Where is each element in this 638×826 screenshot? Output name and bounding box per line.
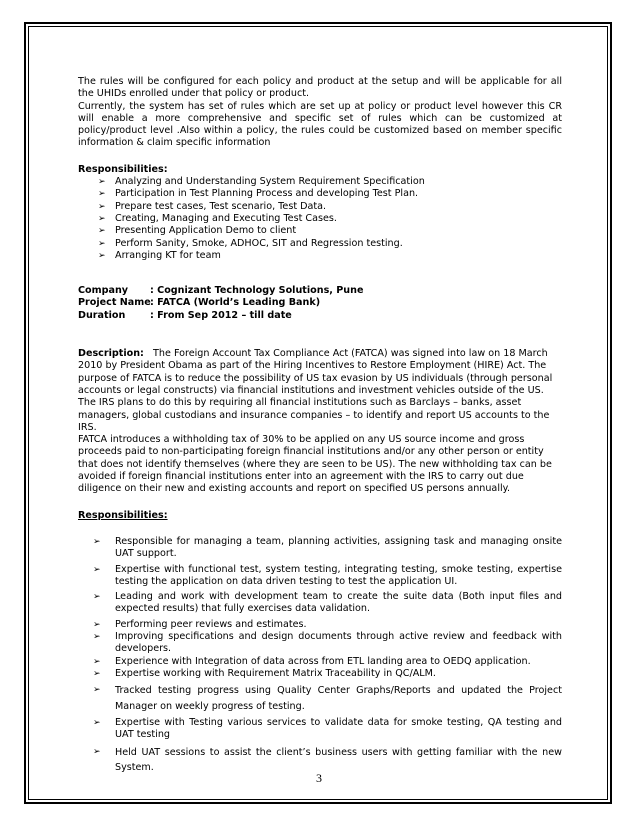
list-item: ➢ Arranging KT for team <box>78 250 562 262</box>
list-item: ➢ Responsible for managing a team, planning activities, assigning task and managing onsite UAT support. <box>78 536 562 561</box>
project-name-label: Project Name <box>78 297 151 309</box>
list-item: ➢ Creating, Managing and Executing Test Cases. <box>78 213 562 225</box>
company-value: : Cognizant Technology Solutions, Pune <box>150 285 364 297</box>
description-label: Description: <box>78 348 144 360</box>
list-item: ➢ Experience with Integration of data across from ETL landing area to OEDQ application. <box>78 656 562 668</box>
responsibilities-list-1 <box>78 176 562 262</box>
description-text: The Foreign Account Tax Compliance Act (FATCA) was signed into law on 18 March 2010 by President Obama as part of the Hiring Incentives to Restore Employment (HIRE) Act. The purpose of FATCA is to reduce the possibility of US tax evasion by US individuals (through personal accounts or legal constructs) via financial institutions and investment vehicles outside of the US. The IRS plans to do this by requiring all financial institutions such as Barclays – banks, asset managers, global custodians and insurance companies – to identify and report US accounts to the IRS. <box>78 348 553 433</box>
company-label: Company <box>78 285 129 297</box>
list-item: ➢ Performing peer reviews and estimates. <box>78 619 562 631</box>
list-item: ➢ Presenting Application Demo to client <box>78 225 562 237</box>
description-paragraph-2: FATCA introduces a withholding tax of 30% to be applied on any US source income and gross proceeds paid to non-participating foreign financial institutions and/or any other person or entity that does not identify themselves (where they are seen to be US). The new withholding tax can be avoided if foreign financial institutions enter into an agreement with the IRS to carry out due diligence on their new and existing accounts and report on specified US persons annually. <box>78 434 552 495</box>
project-info <box>78 285 562 322</box>
duration-value: : From Sep 2012 – till date <box>150 309 292 321</box>
list-item: ➢ Analyzing and Understanding System Requirement Specification <box>78 176 562 188</box>
list-item: ➢ Prepare test cases, Test scenario, Test Data. <box>78 201 562 213</box>
responsibilities-heading-2: Responsibilities: <box>78 509 168 521</box>
intro-paragraph-1: The rules will be configured for each policy and product at the setup and will be applicable for all the UHIDs enrolled under that policy or product. <box>78 76 562 100</box>
list-item: ➢ Expertise with functional test, system testing, integrating testing, smoke testing, expertise testing the application on data driven testing to test the application UI. <box>78 564 562 589</box>
list-item: ➢ Participation in Test Planning Process and developing Test Plan. <box>78 188 562 200</box>
intro-paragraph-2: Currently, the system has set of rules which are set up at policy or product level however this CR will enable a more comprehensive and specific set of rules which can be customized at policy/product level .Also within a policy, the rules could be customized based on member specific information & claim specific information <box>78 100 562 149</box>
list-item: ➢ Expertise working with Requirement Matrix Traceability in QC/ALM. <box>78 668 562 680</box>
duration-label: Duration <box>78 309 126 321</box>
description-paragraph <box>78 348 562 434</box>
list-item: ➢ Leading and work with development team to create the suite data (Both input files and expected results) that fully exercises data validation. <box>78 591 562 616</box>
responsibilities-heading-1: Responsibilities: <box>78 163 168 175</box>
list-item: ➢ Perform Sanity, Smoke, ADHOC, SIT and Regression testing. <box>78 238 562 250</box>
page-number: 3 <box>316 771 322 785</box>
document-body <box>78 76 562 776</box>
responsibilities-list-2 <box>78 536 562 776</box>
project-name-value: : FATCA (World’s Leading Bank) <box>150 297 321 309</box>
list-item: ➢ Held UAT sessions to assist the client’s business users with getting familiar with the new System. <box>78 745 562 776</box>
list-item: ➢ Improving specifications and design documents through active review and feedback with developers. <box>78 631 562 656</box>
list-item: ➢ Expertise with Testing various services to validate data for smoke testing, QA testing and UAT testing <box>78 717 562 742</box>
list-item: ➢ Tracked testing progress using Quality Center Graphs/Reports and updated the Project Manager on weekly progress of testing. <box>78 683 562 714</box>
